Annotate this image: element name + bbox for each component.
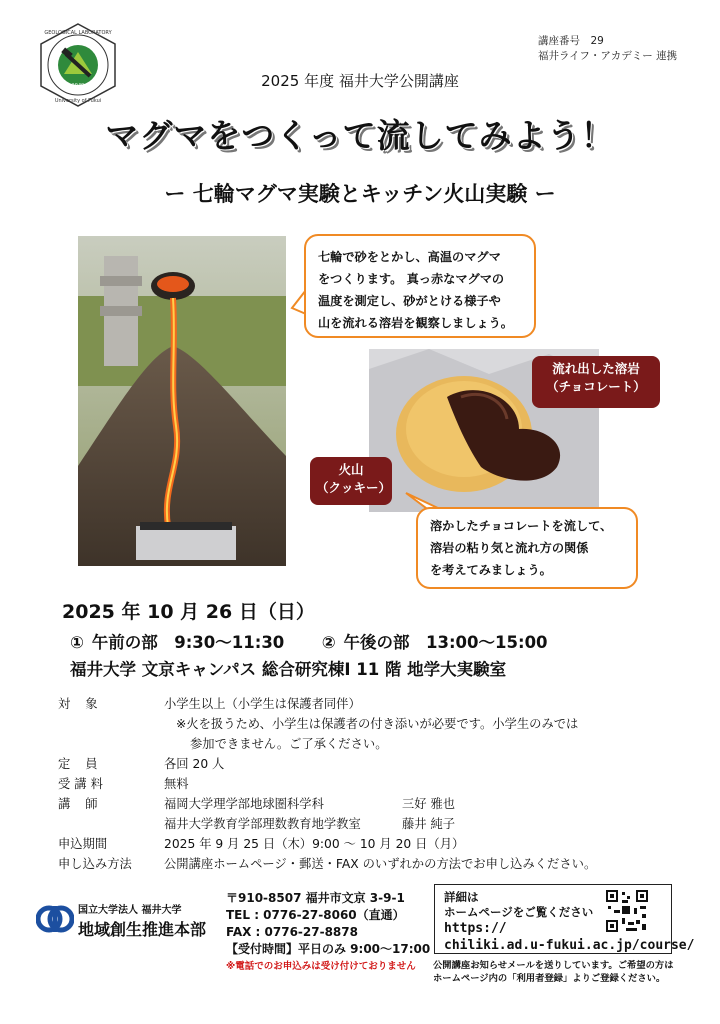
- footnote: [433, 959, 683, 985]
- event-date: 2025 年 10 月 26 日（日）: [62, 601, 315, 623]
- footnote-line1: 公開講座お知らせメールを送りしています。ご希望の方は: [433, 960, 674, 971]
- info-value: 公開講座ホームページ・郵送・FAX のいずれかの方法でお申し込みください。: [164, 857, 597, 871]
- info-label: 申し込み方法: [58, 857, 132, 871]
- info-label: 対象: [58, 697, 113, 711]
- footnote-line2: ホームページ内の「利用者登録」よりご登録ください。: [433, 973, 666, 984]
- volcano-label: [310, 457, 392, 505]
- info-row-capacity: [58, 754, 678, 774]
- org-name: 地域創生推進本部: [78, 920, 207, 939]
- bubble2-line: 溶かしたチョコレートを流して、: [430, 519, 613, 533]
- lecturer-affiliation: 福井大学教育学部理数教育地学教室: [164, 817, 361, 831]
- lecturer-name: 藤井 純子: [402, 817, 456, 831]
- session-times: [70, 629, 548, 653]
- info-label: 定員: [58, 757, 113, 771]
- magma-experiment-photo: [78, 236, 286, 566]
- magma-description-bubble: [304, 234, 536, 338]
- bubble1-line: をつくります。 真っ赤なマグマの: [318, 272, 505, 286]
- lava-label: [532, 356, 660, 408]
- sub-title: ー 七輪マグマ実験とキッチン火山実験 ー: [164, 182, 556, 206]
- info-label: 講師: [58, 797, 113, 811]
- target-note-2: 参加できません。ご了承ください。: [190, 737, 388, 751]
- tel: TEL : 0776-27-8060（直通）: [226, 908, 405, 922]
- info-value: 無料: [164, 777, 189, 791]
- course-url-line2[interactable]: chiliki.ad.u-fukui.ac.jp/course/: [444, 938, 695, 953]
- info-value: 小学生以上（小学生は保護者同伴）: [164, 697, 361, 711]
- course-url-line1[interactable]: https://: [444, 921, 507, 936]
- contact-info: [226, 890, 430, 975]
- course-number: 講座番号 29: [538, 35, 604, 47]
- session-afternoon: ② 午後の部 13:00～15:00: [321, 633, 548, 652]
- bubble1-line: 七輪で砂をとかし、高温のマグマ: [318, 250, 501, 264]
- main-title: マグマをつくって流してみよう！: [105, 116, 615, 155]
- info-row-note: [58, 734, 678, 754]
- info-label: 申込期間: [58, 837, 108, 851]
- series-title: 2025 年度 福井大学公開講座: [261, 72, 459, 90]
- session-morning: ① 午前の部 9:30～11:30: [70, 633, 285, 652]
- info-row-lecturer2: [58, 814, 678, 834]
- partnership-label: 福井ライフ・アカデミー 連携: [538, 50, 678, 62]
- info-row-note: [58, 714, 678, 734]
- lava-label-line2: （チョコレート）: [546, 379, 646, 394]
- info-row-fee: [58, 774, 678, 794]
- logo-ring-bottom-text: University of Fukui: [54, 98, 102, 104]
- qr-code-icon[interactable]: [604, 888, 650, 934]
- org-parent-name: 国立大学法人 福井大学: [78, 905, 182, 916]
- volcano-label-line1: 火山: [338, 462, 364, 477]
- info-value: 各回 20 人: [164, 757, 225, 771]
- logo-ring-top-text: GEOLOGICAL LABORATORY: [44, 30, 112, 36]
- detail-title: [444, 890, 593, 920]
- bubble2-line: を考えてみましょう。: [430, 563, 552, 577]
- info-row-period: [58, 834, 678, 854]
- course-info: [538, 34, 677, 64]
- lecturer-affiliation: 福岡大学理学部地球圏科学科: [164, 797, 324, 811]
- course-url[interactable]: [444, 920, 694, 954]
- chocolate-description-bubble: [416, 507, 638, 589]
- phone-note: ※電話でのお申込みは受け付けておりません: [226, 961, 416, 972]
- lava-label-line1: 流れ出した溶岩: [552, 361, 640, 376]
- bubble1-line: 温度を測定し、砂がとける様子や: [318, 294, 501, 308]
- bubble2-line: 溶岩の粘り気と流れ方の関係: [430, 541, 589, 555]
- detail-title-line2: ホームページをご覧ください: [444, 905, 594, 919]
- info-row-target: [58, 694, 678, 714]
- detail-title-line1: 詳細は: [444, 890, 479, 904]
- info-row-method: [58, 854, 678, 874]
- info-table: [58, 694, 678, 874]
- office-hours: 【受付時間】平日のみ 9:00～17:00: [226, 942, 431, 956]
- lecturer-name: 三好 雅也: [402, 797, 456, 811]
- info-label: 受講料: [58, 777, 107, 791]
- volcano-label-line2: （クッキー）: [316, 480, 392, 495]
- geological-laboratory-logo: [38, 22, 118, 108]
- event-venue: 福井大学 文京キャンパス 総合研究棟Ⅰ 11 階 地学大実験室: [70, 660, 507, 679]
- address: 〒910-8507 福井市文京 3-9-1: [226, 891, 405, 905]
- target-note-1: ※火を扱うため、小学生は保護者の付き添いが必要です。小学生のみでは: [176, 717, 579, 731]
- info-value: 2025 年 9 月 25 日（木）9:00 ～ 10 月 20 日（月）: [164, 837, 465, 851]
- bubble1-line: 山を流れる溶岩を観察しましょう。: [318, 316, 513, 330]
- fax: FAX : 0776-27-8878: [226, 925, 358, 939]
- university-logo-icon: [36, 900, 74, 938]
- logo-year-text: 1949: [71, 83, 85, 89]
- info-row-lecturer: [58, 794, 678, 814]
